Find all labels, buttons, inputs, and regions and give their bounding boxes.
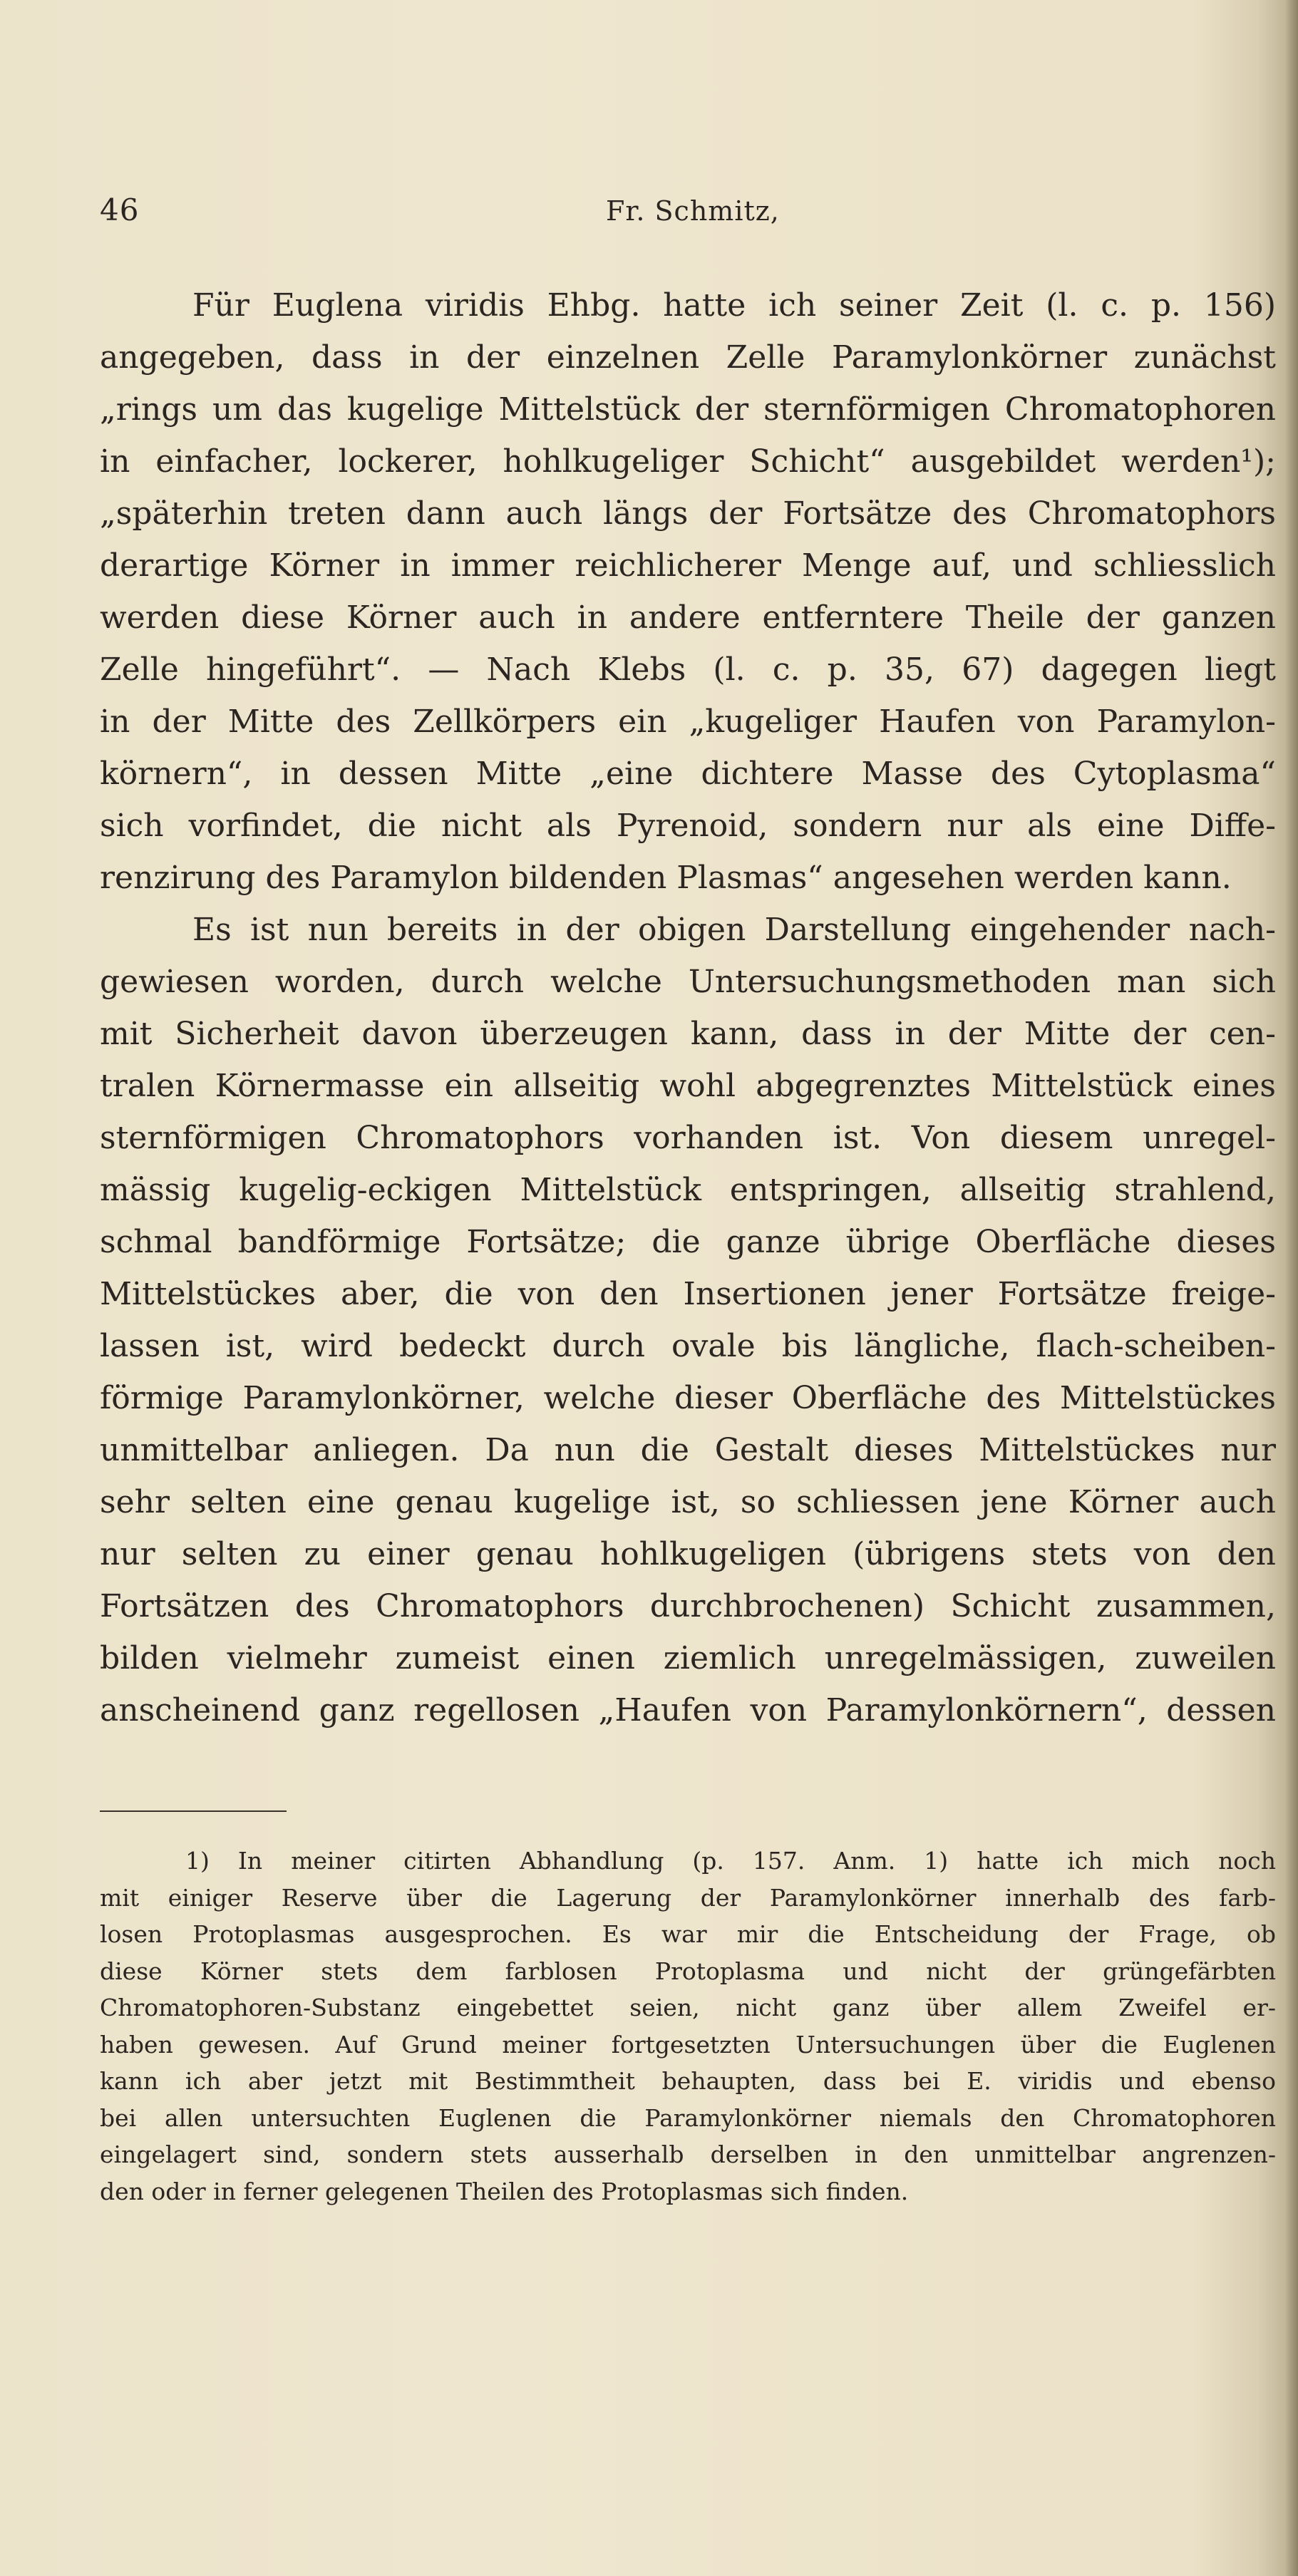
body-line: unmittelbar anliegen. Da nun die Gestalt dieses Mittelstückes nur [100,1432,1276,1468]
footnote-line: eingelagert sind, sondern stets ausserhalb derselben in den unmittelbar angrenzen- [100,2140,1276,2168]
body-line: sternförmigen Chromatophors vorhanden ist. Von diesem unregel- [100,1120,1276,1156]
body-line: nur selten zu einer genau hohlkugeligen (übrigens stets von den [100,1536,1276,1572]
page-number: 46 [100,192,140,227]
body-line: sehr selten eine genau kugelige ist, so schliessen jene Körner auch [100,1484,1276,1520]
body-line: in der Mitte des Zellkörpers ein „kugeliger Haufen von Paramylon- [100,704,1276,740]
body-line: sich vorfindet, die nicht als Pyrenoid, sondern nur als eine Diffe- [100,808,1276,844]
body-line: Es ist nun bereits in der obigen Darstellung eingehender nach- [192,912,1276,948]
body-line: förmige Paramylonkörner, welche dieser Oberfläche des Mittelstückes [100,1380,1276,1416]
footnote-line: bei allen untersuchten Euglenen die Paramylonkörner niemals den Chromatophoren [100,2103,1276,2132]
footnote-line: diese Körner stets dem farblosen Protoplasma und nicht der grüngefärbten [100,1957,1276,1985]
body-line: Zelle hingeführt“. — Nach Klebs (l. c. p. 35, 67) dagegen liegt [100,651,1276,688]
body-line: derartige Körner in immer reichlicherer Menge auf, und schliesslich [100,547,1276,584]
page-edge-shadow [1285,0,1298,2576]
footnote-divider [100,1810,287,1812]
body-line: lassen ist, wird bedeckt durch ovale bis längliche, flach-scheiben- [100,1328,1276,1364]
running-head: Fr. Schmitz, [606,195,780,227]
body-line: anscheinend ganz regellosen „Haufen von Paramylonkörnern“, dessen [100,1692,1276,1729]
body-line: renzirung des Paramylon bildenden Plasmas“ angesehen werden kann. [100,860,1232,896]
footnote-line: Chromatophoren-Substanz eingebettet seien, nicht ganz über allem Zweifel er- [100,1994,1276,2021]
body-line: angegeben, dass in der einzelnen Zelle Paramylonkörner zunächst [100,339,1276,376]
page-header [100,192,1283,242]
body-line: mässig kugelig-eckigen Mittelstück entspringen, allseitig strahlend, [100,1172,1276,1208]
body-line: gewiesen worden, durch welche Untersuchungsmethoden man sich [100,964,1276,1000]
footnote-line: mit einiger Reserve über die Lagerung der Paramylonkörner innerhalb des farb- [100,1883,1276,1912]
footnotes [100,1843,1276,2210]
footnote-line: haben gewesen. Auf Grund meiner fortgesetzten Untersuchungen über die Euglenen [100,2030,1276,2059]
body-line: Fortsätzen des Chromatophors durchbrochenen) Schicht zusammen, [100,1588,1276,1624]
body-text [100,279,1276,1736]
body-line: schmal bandförmige Fortsätze; die ganze übrige Oberfläche dieses [100,1224,1276,1260]
footnote-line: den oder in ferner gelegenen Theilen des Protoplasmas sich finden. [100,2177,909,2205]
body-line: „späterhin treten dann auch längs der Fortsätze des Chromatophors [100,495,1276,532]
body-line: „rings um das kugelige Mittelstück der sternförmigen Chromatophoren [100,391,1276,428]
body-line: in einfacher, lockerer, hohlkugeliger Schicht“ ausgebildet werden¹); [100,443,1276,480]
body-line: bilden vielmehr zumeist einen ziemlich unregelmässigen, zuweilen [100,1640,1276,1676]
body-line: Für Euglena viridis Ehbg. hatte ich seiner Zeit (l. c. p. 156) [192,287,1276,324]
body-line: tralen Körnermasse ein allseitig wohl abgegrenztes Mittelstück eines [100,1068,1276,1104]
body-line: Mittelstückes aber, die von den Insertionen jener Fortsätze freige- [100,1276,1276,1312]
footnote-line: kann ich aber jetzt mit Bestimmtheit behaupten, dass bei E. viridis und ebenso [100,2067,1276,2095]
body-line: körnern“, in dessen Mitte „eine dichtere Masse des Cytoplasma“ [100,756,1276,792]
body-line: werden diese Körner auch in andere entferntere Theile der ganzen [100,599,1276,636]
body-line: mit Sicherheit davon überzeugen kann, dass in der Mitte der cen- [100,1016,1276,1052]
footnote-line: 1) In meiner citirten Abhandlung (p. 157. Anm. 1) hatte ich mich noch [185,1847,1276,1875]
footnote-line: losen Protoplasmas ausgesprochen. Es war mir die Entscheidung der Frage, ob [100,1920,1276,1948]
